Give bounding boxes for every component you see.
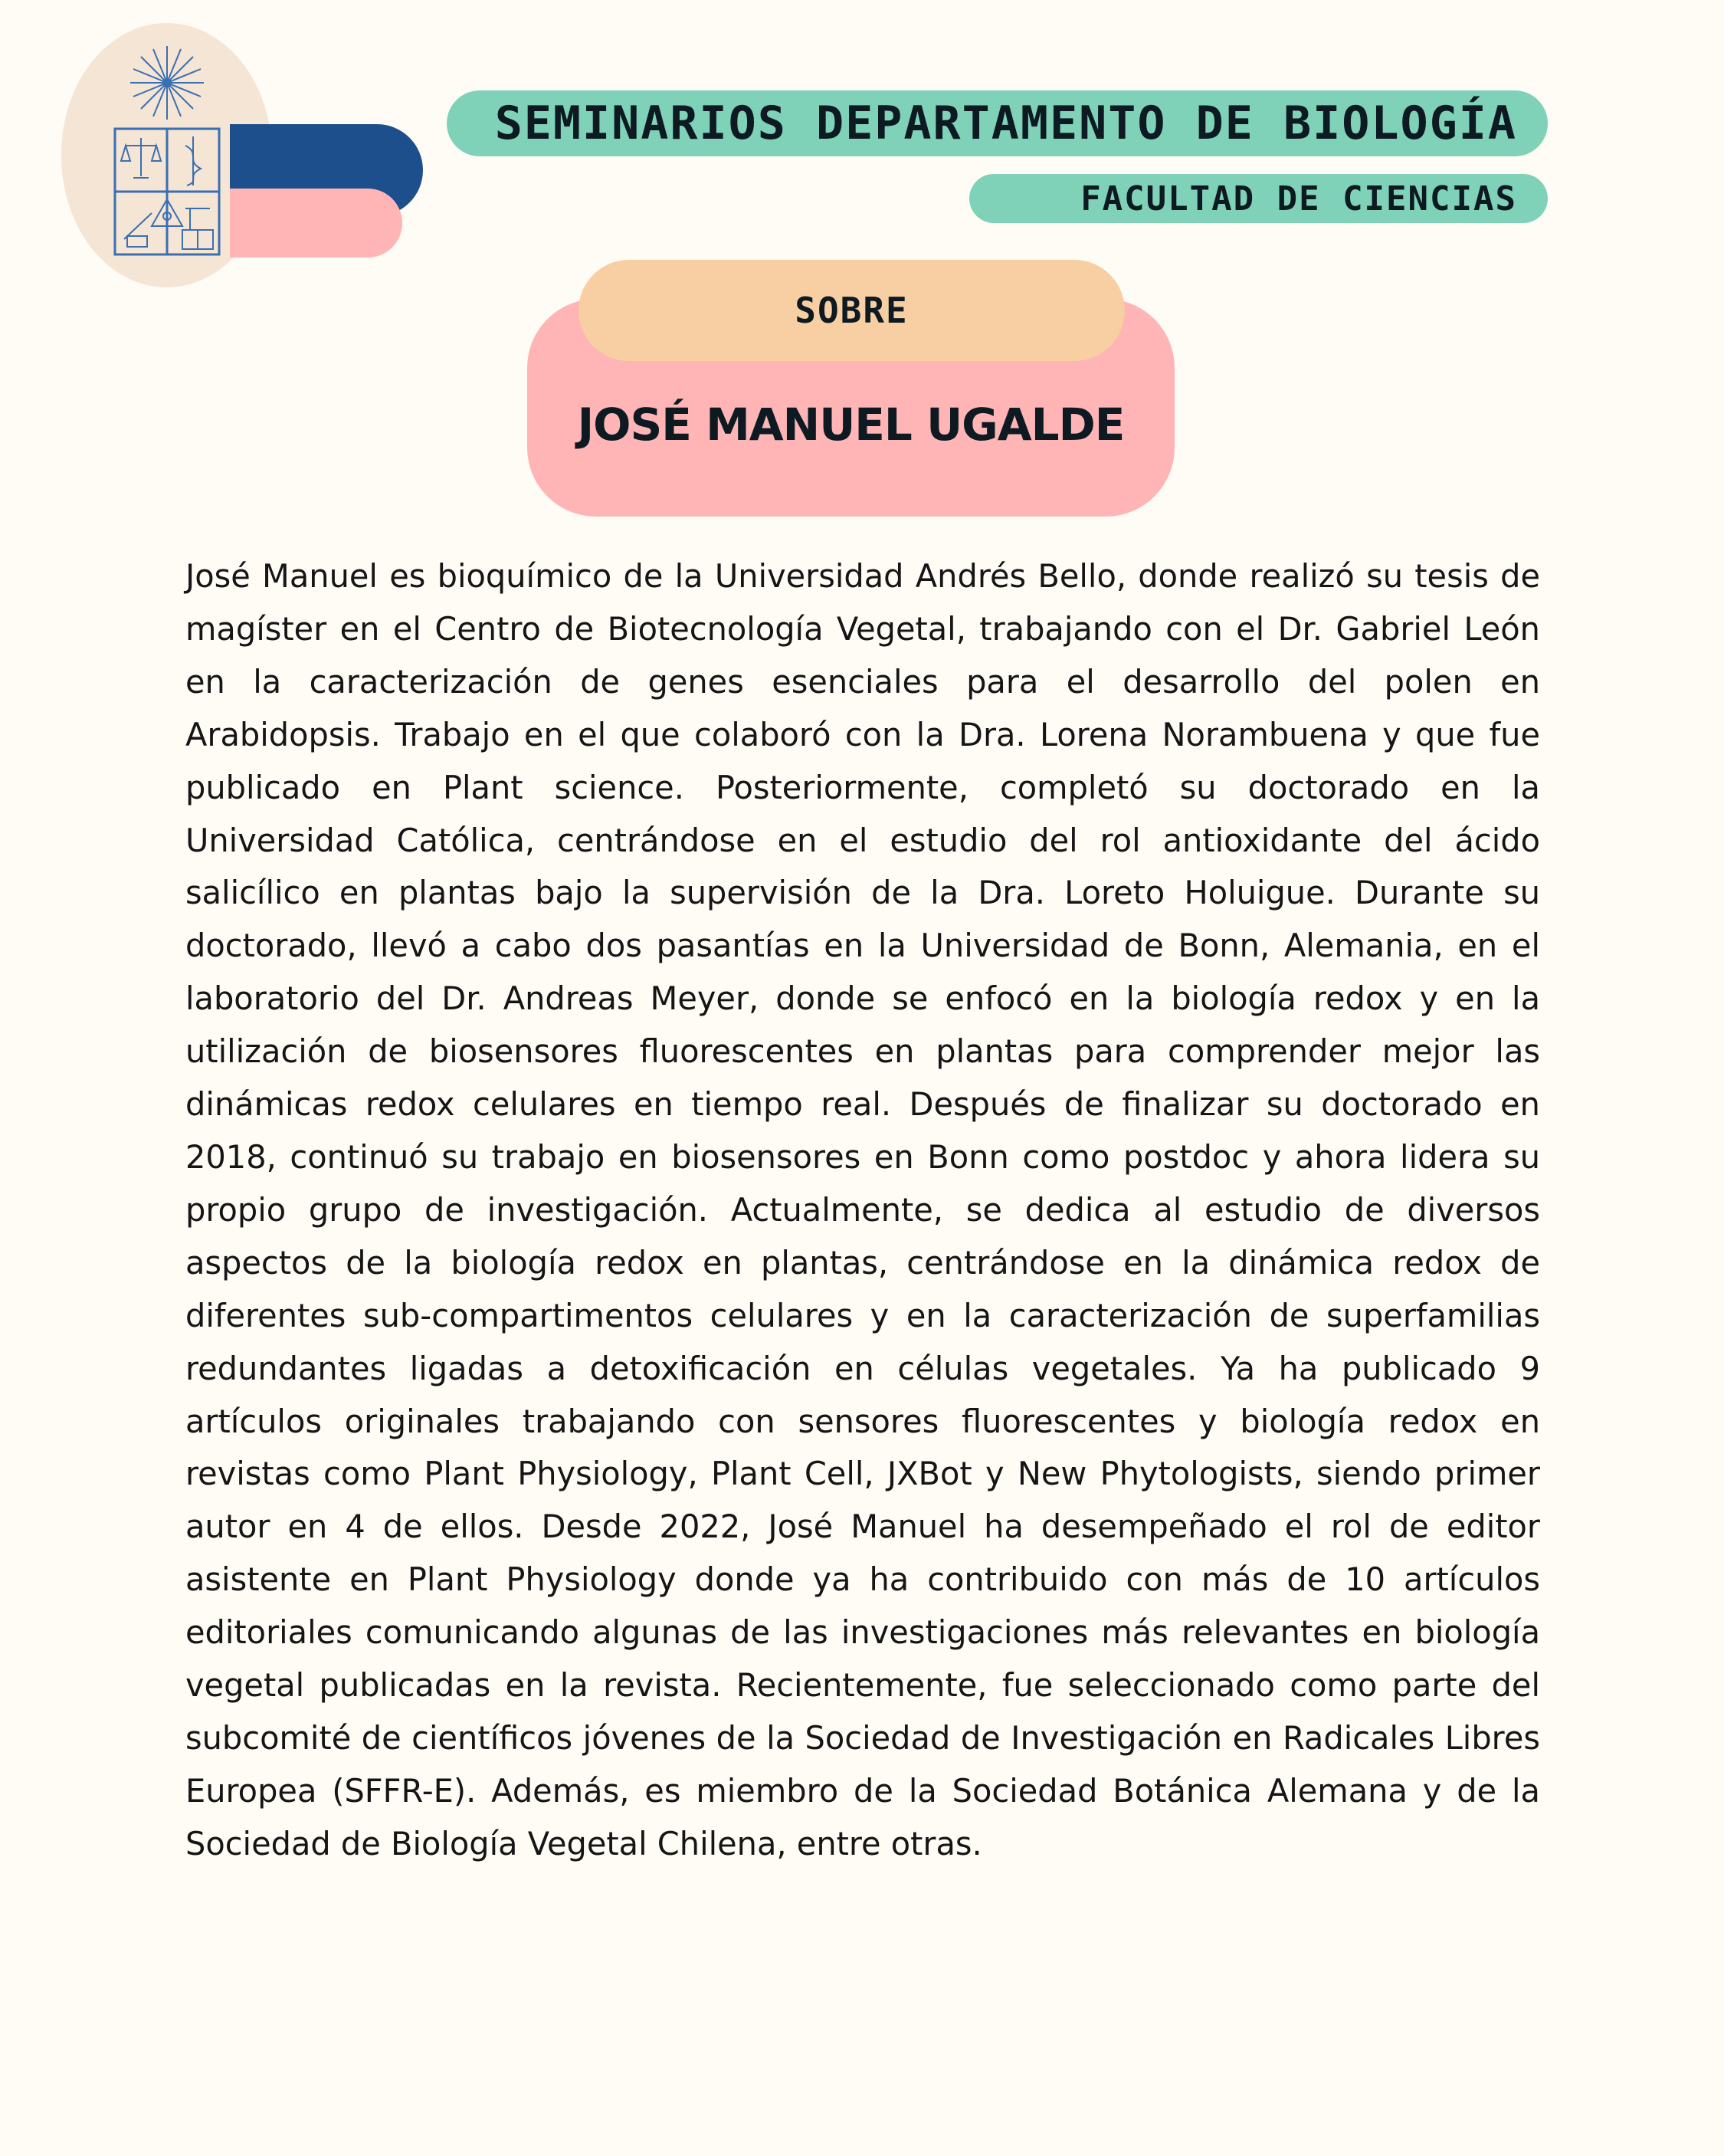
page-title: SEMINARIOS DEPARTAMENTO DE BIOLOGÍA	[494, 97, 1517, 150]
header-title-banner	[447, 90, 1548, 156]
header-subtitle-banner	[969, 174, 1548, 223]
speaker-bio: José Manuel es bioquímico de la Universidad Andrés Bello, donde realizó su tesis de magíster en el Centro de Biotecnología Vegetal, trabajando con el Dr. Gabriel León en la caracterización de genes esenciales para el desarrollo del polen en Arabidopsis. Trabajo en el que colaboró con la Dra. Lorena Norambuena y que fue publicado en Plant science. Posteriormente, completó su doctorado en la Universidad Católica, centrándose en el estudio del rol antioxidante del ácido salicílico en plantas bajo la supervisión de la Dra. Loreto Holuigue. Durante su doctorado, llevó a cabo dos pasantías en la Universidad de Bonn, Alemania, en el laboratorio del Dr. Andreas Meyer, donde se enfocó en la biología redox y en la utilización de biosensores fluorescentes en plantas para comprender mejor las dinámicas redox celulares en tiempo real. Después de finalizar su doctorado en 2018, continuó su trabajo en biosensores en Bonn como postdoc y ahora lidera su propio grupo de investigación. Actualmente, se dedica al estudio de diversos aspectos de la biología redox en plantas, centrándose en la dinámica redox de diferentes sub-compartimentos celulares y en la caracterización de superfamilias redundantes ligadas a detoxificación en células vegetales. Ya ha publicado 9 artículos originales trabajando con sensores fluorescentes y biología redox en revistas como Plant Physiology, Plant Cell, JXBot y New Phytologists, siendo primer autor en 4 de ellos. Desde 2022, José Manuel ha desempeñado el rol de editor asistente en Plant Physiology donde ya ha contribuido con más de 10 artículos editoriales comunicando algunas de las investigaciones más relevantes en biología vegetal publicadas en la revista. Recientemente, fue seleccionado como parte del subcomité de científicos jóvenes de la Sociedad de Investigación en Radicales Libres Europea (SFFR-E). Además, es miembro de la Sociedad Botánica Alemana y de la Sociedad de Biología Vegetal Chilena, entre otras.	[185, 557, 1540, 1862]
about-label: SOBRE	[795, 290, 909, 331]
page-subtitle: FACULTAD DE CIENCIAS	[1080, 179, 1517, 218]
speaker-name: JOSÉ MANUEL UGALDE	[577, 399, 1125, 451]
university-crest-icon	[106, 38, 228, 268]
about-label-pill	[578, 260, 1125, 361]
decor-pink-bar	[230, 189, 402, 258]
